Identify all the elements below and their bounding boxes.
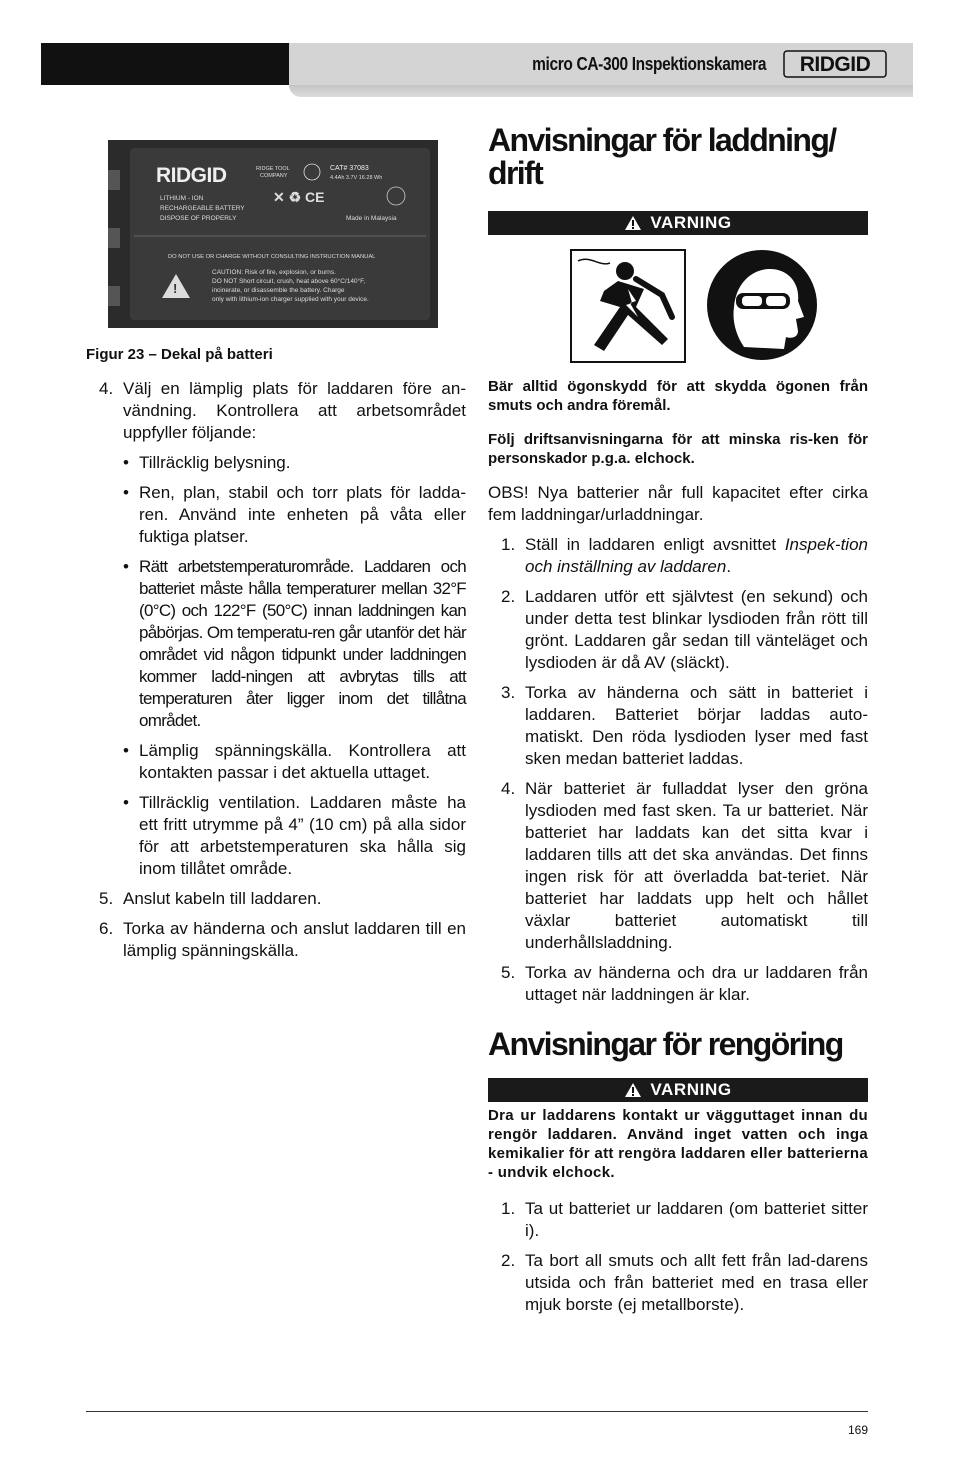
list-item: 1. Ställ in laddaren enligt avsnittet Inspek-tion och inställning av laddaren. (501, 535, 868, 576)
warning-triangle-icon (624, 1082, 642, 1098)
note-text: OBS! Nya batterier når full kapacitet efter cirka fem laddningar/urladdningar. (488, 483, 868, 524)
warning-text: Bär alltid ögonskydd för att skydda ögonen från smuts och andra föremål. (488, 378, 868, 414)
svg-text:RIDGID: RIDGID (156, 164, 227, 187)
bullet-item: • Rätt arbetstemperaturområde. Laddaren och batteriet måste hålla temperaturer mellan 32°F (0°C) och 122°F (50°C) innan laddningen kan påbörjas. Om temperatu-ren går utanför det här området vid någon tidpunkt under laddningen kommer ladd-ningen att avbrytas tills att temperaturen åter ligger inom det tillåtna området. (123, 557, 466, 730)
list-item: 4. Välj en lämplig plats för laddaren före an-vändning. Kontrollera att arbetsområdet uppfyller följande: (99, 379, 466, 442)
electric-shock-icon (570, 249, 686, 363)
right-column (488, 124, 868, 1324)
header-stripe (289, 85, 913, 97)
svg-text:RECHARGEABLE BATTERY: RECHARGEABLE BATTERY (160, 205, 245, 212)
list-item-text: Välj en lämplig plats för laddaren före an-vändning. Kontrollera att arbetsområdet uppfyller följande: (123, 379, 466, 442)
svg-text:COMPANY: COMPANY (260, 173, 288, 179)
svg-text:!: ! (173, 281, 178, 296)
bullet-item: • Tillräcklig belysning. (123, 453, 291, 472)
svg-text:RIDGID: RIDGID (799, 53, 871, 76)
battery-photo (108, 140, 438, 328)
svg-text:RIDGE TOOL: RIDGE TOOL (256, 166, 290, 172)
footer-divider (86, 1411, 868, 1412)
eye-protection-icon (706, 249, 818, 361)
svg-text:CAT# 37083: CAT# 37083 (330, 165, 369, 172)
safety-icons (570, 249, 868, 363)
list-item: 6. Torka av händerna och anslut laddaren till en lämplig spänningskälla. (99, 919, 466, 960)
list-item: 3. Torka av händerna och sätt in batteriet i laddaren. Batteriet börjar laddas auto-matiskt. Den röda lysdioden lyser med fast sken medan batteriet laddas. (501, 683, 868, 768)
charging-heading: Anvisningar för laddning/ drift (488, 122, 836, 191)
svg-text:4.4Ah 3.7V 16.28 Wh: 4.4Ah 3.7V 16.28 Wh (330, 175, 383, 181)
warning-banner: VARNING (488, 211, 868, 235)
cleaning-heading: Anvisningar för rengöring (488, 1026, 843, 1062)
svg-text:Made in Malaysia: Made in Malaysia (346, 215, 397, 222)
warning-banner: VARNING (488, 1078, 868, 1102)
warning-triangle-icon (624, 215, 642, 231)
svg-text:✕ ♻ CE: ✕ ♻ CE (273, 189, 325, 205)
bullet-item: • Lämplig spänningskälla. Kontrollera att kontakten passar i det aktuella uttaget. (123, 741, 466, 782)
list-item: 2. Ta bort all smuts och allt fett från lad-darens utsida och från batteriet med en trasa eller mjuk borste (ej metallborste). (501, 1251, 868, 1314)
svg-text:DO NOT USE OR CHARGE WITHOUT C: DO NOT USE OR CHARGE WITHOUT CONSULTING INSTRUCTION MANUAL (168, 254, 376, 260)
ridgid-logo-icon (783, 50, 887, 78)
svg-text:CAUTION: Risk of fire, explosi: CAUTION: Risk of fire, explosion, or burns. (212, 269, 336, 276)
svg-text:DO NOT Short circuit, crush, h: DO NOT Short circuit, crush, heat above 60°C/140°F, (212, 278, 366, 285)
bullet-item: • Tillräcklig ventilation. Laddaren måste ha ett fritt utrymme på 4” (10 cm) på alla sidor för att arbetstemperaturen ska hålla sig inom tillåtet område. (123, 793, 466, 878)
list-item: 1. Ta ut batteriet ur laddaren (om batteriet sitter i). (501, 1199, 868, 1240)
list-item: 4. När batteriet är fulladdat lyser den gröna lysdioden med fast sken. Ta ur batteriet. När batteriet har laddats kan det sitta kvar i laddaren tills att det ska användas. Det finns ingen risk för att överladda bat-teriet. När batteriet har laddats upp helt och hållet växlar batteriet automatiskt till underhållsladdning. (501, 779, 868, 952)
svg-text:incinerate, or disassemble the: incinerate, or disassemble the battery. Charge (212, 287, 345, 294)
warning-text: Dra ur laddarens kontakt ur vägguttaget innan du rengör laddaren. Använd inget vatten och inga kemikalier för att rengöra laddaren eller batterierna - undvik elchock. (488, 1107, 868, 1181)
header-title: micro CA-300 Inspektionskamera (531, 54, 766, 74)
svg-text:LITHIUM - ION: LITHIUM - ION (160, 195, 204, 202)
page-number: 169 (847, 1423, 868, 1437)
left-column (86, 378, 466, 970)
list-item: 5. Anslut kabeln till laddaren. (99, 889, 322, 908)
list-item: 5. Torka av händerna och dra ur laddaren från uttaget när laddningen är klar. (501, 963, 868, 1004)
warning-text: Följ driftsanvisningarna för att minska ris-ken för personskador p.g.a. elchock. (488, 431, 868, 467)
figure-caption: Figur 23 – Dekal på batteri (86, 346, 273, 363)
header-black-block (41, 43, 289, 85)
list-item: 2. Laddaren utför ett självtest (en sekund) och under detta test blinkar lysdioden från rött till grönt. Laddaren går sedan till vänteläget och lysdioden är då AV (släckt). (501, 587, 868, 672)
svg-text:only with lithium-ion charger: only with lithium-ion charger supplied with your device. (212, 296, 369, 303)
svg-text:DISPOSE OF PROPERLY: DISPOSE OF PROPERLY (160, 215, 237, 222)
bullet-item: • Ren, plan, stabil och torr plats för ladda-ren. Använd inte enheten på våta eller fuktiga platser. (123, 483, 466, 546)
